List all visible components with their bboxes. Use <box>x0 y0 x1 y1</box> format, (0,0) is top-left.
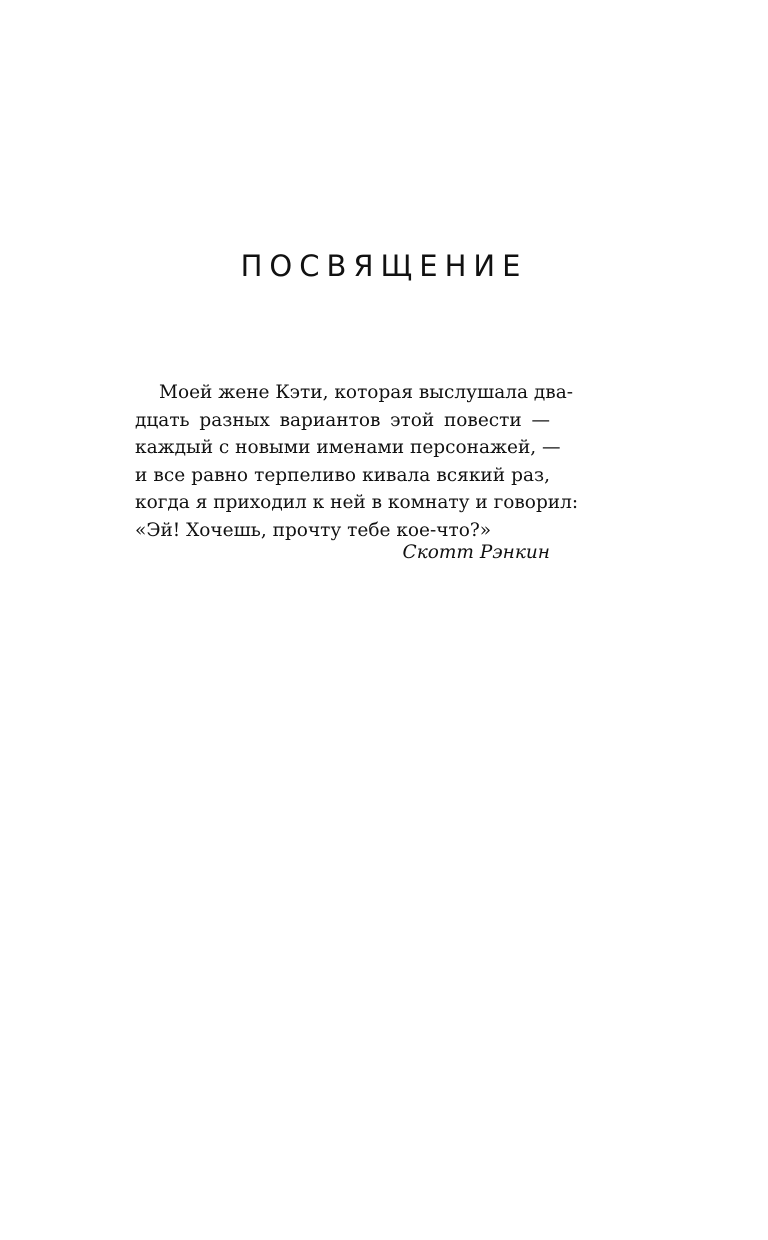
dedication-line: Моей жене Кэти, которая выслушала два- <box>159 382 573 403</box>
dedication-line: дцать разных вариантов этой повести — <box>135 409 550 431</box>
page-title: ПОСВЯЩЕНИЕ <box>240 249 528 283</box>
dedication-line: «Эй! Хочешь, прочту тебе кое-что?» <box>135 519 492 541</box>
author-signature: Скотт Рэнкин <box>402 542 550 563</box>
dedication-line: когда я приходил к ней в комнату и говорил: <box>135 492 579 513</box>
dedication-line: каждый с новыми именами персонажей, — <box>135 437 561 458</box>
dedication-text <box>135 379 579 544</box>
dedication-line: и все равно терпеливо кивала всякий раз, <box>135 464 550 486</box>
